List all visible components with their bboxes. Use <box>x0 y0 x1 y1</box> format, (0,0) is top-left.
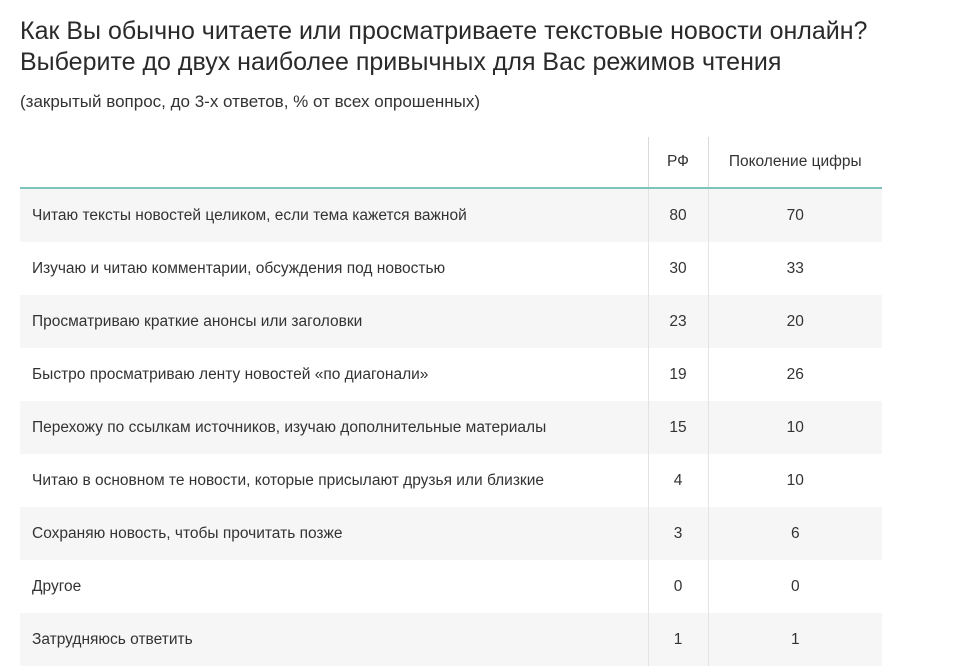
table-body <box>20 188 882 666</box>
row-gen-value: 33 <box>708 242 882 295</box>
table-row <box>20 188 882 242</box>
row-rf-value: 0 <box>648 560 708 613</box>
row-label: Читаю в основном те новости, которые присылают друзья или близкие <box>20 454 648 507</box>
row-gen-value: 26 <box>708 348 882 401</box>
row-label: Затрудняюсь ответить <box>20 613 648 666</box>
row-gen-value: 1 <box>708 613 882 666</box>
row-rf-value: 19 <box>648 348 708 401</box>
table-row <box>20 295 882 348</box>
row-rf-value: 3 <box>648 507 708 560</box>
row-label: Изучаю и читаю комментарии, обсуждения под новостью <box>20 242 648 295</box>
row-gen-value: 0 <box>708 560 882 613</box>
row-rf-value: 30 <box>648 242 708 295</box>
table-row <box>20 454 882 507</box>
table-row <box>20 560 882 613</box>
page-subtitle: (закрытый вопрос, до 3-х ответов, % от всех опрошенных) <box>20 92 481 111</box>
header-rf: РФ <box>648 137 708 188</box>
table-row <box>20 401 882 454</box>
row-gen-value: 10 <box>708 454 882 507</box>
row-rf-value: 1 <box>648 613 708 666</box>
row-rf-value: 4 <box>648 454 708 507</box>
row-gen-value: 70 <box>708 188 882 242</box>
row-gen-value: 20 <box>708 295 882 348</box>
results-table-container <box>20 137 882 666</box>
row-rf-value: 80 <box>648 188 708 242</box>
header-answer <box>20 137 648 188</box>
table-row <box>20 507 882 560</box>
row-gen-value: 10 <box>708 401 882 454</box>
table-row <box>20 242 882 295</box>
row-label: Другое <box>20 560 648 613</box>
row-rf-value: 23 <box>648 295 708 348</box>
row-rf-value: 15 <box>648 401 708 454</box>
table-row <box>20 613 882 666</box>
row-gen-value: 6 <box>708 507 882 560</box>
row-label: Просматриваю краткие анонсы или заголовки <box>20 295 648 348</box>
table-row <box>20 348 882 401</box>
header-generation: Поколение цифры <box>708 137 882 188</box>
table-header <box>20 137 882 188</box>
row-label: Сохраняю новость, чтобы прочитать позже <box>20 507 648 560</box>
page-title: Как Вы обычно читаете или просматриваете текстовые новости онлайн? Выберите до двух наиболее привычных для Вас режимов чтения <box>20 17 868 76</box>
results-table <box>20 137 882 666</box>
table-header-row <box>20 137 882 188</box>
row-label: Перехожу по ссылкам источников, изучаю дополнительные материалы <box>20 401 648 454</box>
row-label: Быстро просматриваю ленту новостей «по диагонали» <box>20 348 648 401</box>
row-label: Читаю тексты новостей целиком, если тема кажется важной <box>20 188 648 242</box>
